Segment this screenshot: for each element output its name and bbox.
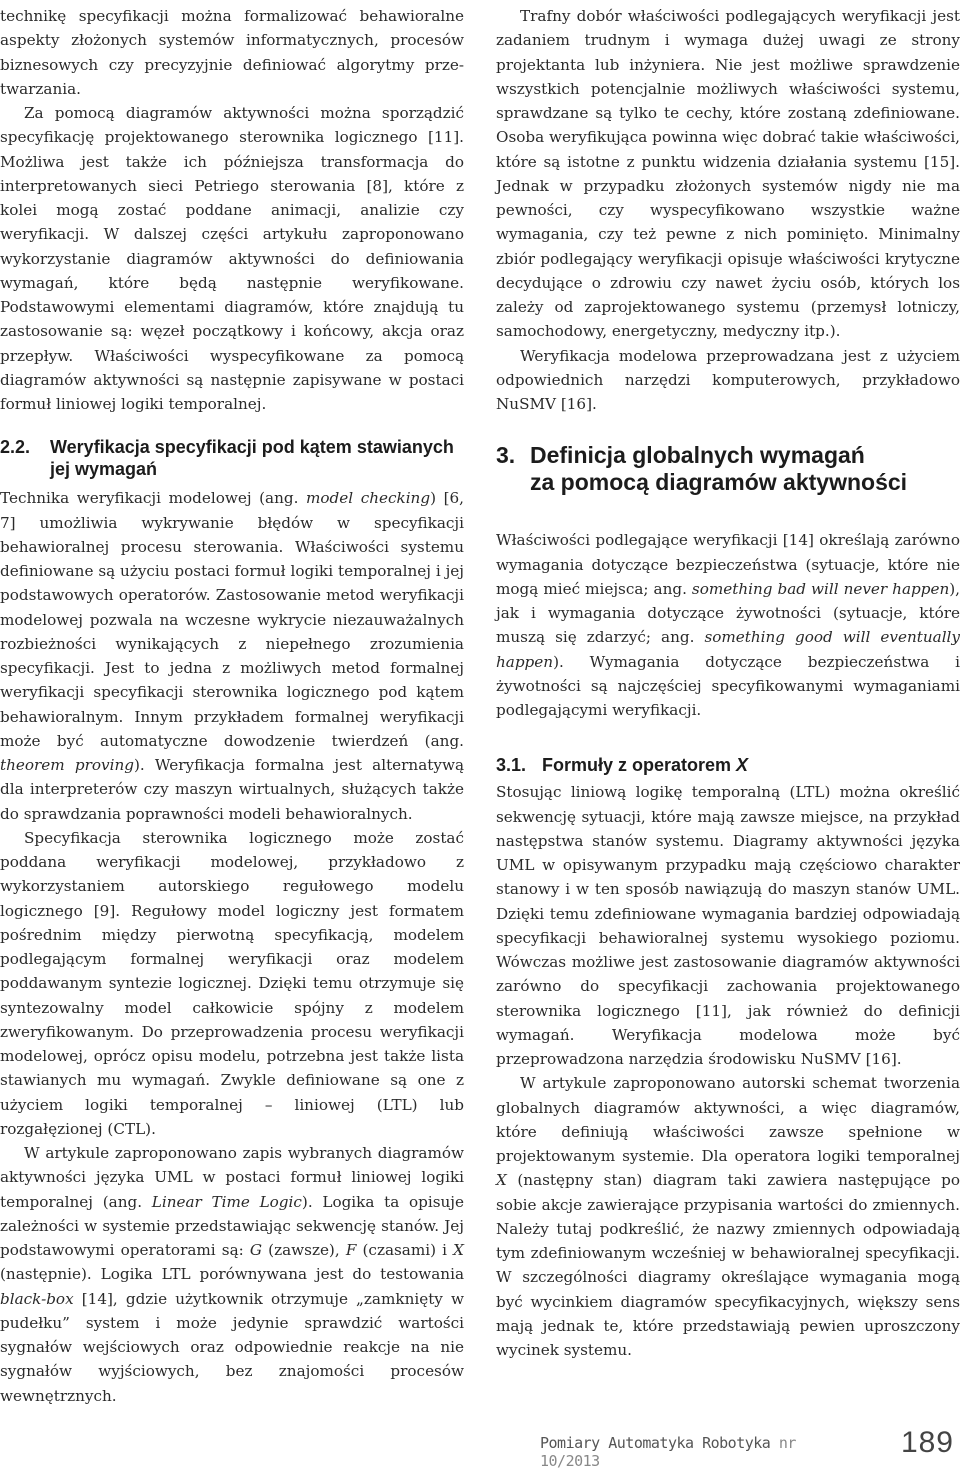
section-heading-3: [496, 442, 960, 496]
left-column: [0, 4, 464, 1408]
section-number: 3.1.: [496, 755, 527, 776]
paragraph: Weryfikacja modelowa przeprowadzana jest z użyciem odpowiednich narzędzi komputerowych, przykładowo NuSMV [16].: [496, 346, 960, 413]
page-footer: [540, 1426, 960, 1470]
paragraph: technikę specyfikacji można formalizować behawioralne aspekty złożonych systemów informatycznych, procesów biznesowych czy precyzyjnie definiować algorytmy przetwarzania.: [0, 7, 464, 98]
section-heading-3-1: [496, 754, 960, 776]
section-title: Formuły z operatorem: [542, 755, 737, 776]
page-number: 189: [900, 1426, 954, 1459]
paragraph: W artykule zaproponowano autorski schemat tworzenia globalnych diagramów aktywności, a więc diagramów, które definiują właściwości zawsze spełnione w projektowanym systemie. Dla operatora logiki temporalnej X (następny stan) diagram taki zawiera następujące po sobie akcje zawierające przypisania wartości do zmiennych. Należy tutaj podkreślić, że nazwy zmiennych odpowiadają tym zdefiniowanym wcześniej w behawioralnej specyfikacji. W szczególności diagramy określające wymagania mogą być wycinkiem diagramów specyfikacyjnych, większy sens mają jednak te, które przedstawiają pewien uproszczony wycinek systemu.: [496, 1074, 960, 1359]
section-title: Weryfikacja specyfikacji pod kątem stawianych jej wymagań: [50, 437, 454, 480]
paragraph: Technika weryfikacji modelowej (ang. model checking) [6, 7] umożliwia wykrywanie błędów w specyfikacji behawioralnej procesu sterowania. Właściwości systemu definiowane są użyciu postaci formuł logiki temporalnej i jej podstawowych operatorów. Zastosowanie metod weryfikacji modelowej pozwala na wczesne wykrycie niezauważalnych rozbieżności wynikających z niepełnego zrozumienia specyfikacji. Jest to jedna z możliwych metod formalnej weryfikacji specyfikacji sterownika logicznego pod kątem behawioralnym. Innym przykładem formalnej weryfikacji może być automatyczne dowodzenie twierdzeń (ang. theorem proving). Weryfikacja formalna jest alternatywą dla interpreterów czy maszyn wirtualnych, służących także do sprawdzania poprawności modeli behawioralnych.: [0, 489, 465, 823]
paragraph: W artykule zaproponowano zapis wybranych diagramów aktywności języka UML w postaci formuł liniowej logiki temporalnej (ang. Linear Time Logic). Logika ta opisuje zależności w systemie przedstawiając sekwencję stanów. Jej podstawowymi operatorami są: G (zawsze), F (czasami) i X (następnie). Logika LTL porównywana jest do testowania black-box [14], gdzie użytkownik otrzymuje „zamknięty w pudełku” system i może jedynie sprawdzić wartości sygnałów wejściowych oraz odpowiednie reakcje na nie sygnałów wyjściowych, bez znajomości procesów wewnętrznych.: [0, 1144, 464, 1405]
section-number: 3.: [496, 442, 516, 469]
paragraph: Za pomocą diagramów aktywności można sporządzić specyfikację projektowanego sterownika logicznego [11]. Możliwa jest także ich późniejsza transformacja do interpretowanych sieci Petriego sterowania [8], które z kolei mogą zostać poddane animacji, analizie czy weryfikacji. W dalszej części artykułu zaproponowano wykorzystanie diagramów aktywności do definiowania wymagań, które będą następnie weryfikowane. Podstawowymi elementami diagramów, które znajdują tu zastosowanie są: węzeł początkowy i końcowy, akcja oraz przepływ. Właściwości wyspecyfikowane za pomocą diagramów aktywności są następnie zapisywane w postaci formuł liniowej logiki temporalnej.: [0, 104, 464, 413]
issue-number: nr 10/2013: [540, 1434, 796, 1470]
section-title: Definicja globalnych wymagań za pomocą diagramów aktywności: [530, 442, 908, 496]
section-heading-2-2: [0, 436, 464, 480]
section-number: 2.2.: [0, 437, 31, 458]
paragraph: Stosując liniową logikę temporalną (LTL) można określić sekwencję sytuacji, które mają zawsze miejsce, na przykład następstwa stanów systemu. Diagramy aktywności języka UML w opisywanym przypadku mają częściowo charakter stanowy i w ten sposób nawiązują do maszyn stanów UML. Dzięki temu zdefiniowane wymagania bardziej odpowiadają specyfikacji behawioralnej systemu wysokiego poziomu. Wówczas możliwe jest zastosowanie diagramów aktywności zarówno do specyfikacji zachowania projektowanego sterownika logicznego [11], jak również do definicji wymagań. Weryfikacja modelowa może być przeprowadzona narzędzia środowisku NuSMV [16].: [496, 783, 960, 1068]
paragraph: Trafny dobór właściwości podlegających weryfikacji jest zadaniem trudnym i wymaga dużej uwagi ze strony projektanta lub inżyniera. Nie jest możliwe sprawdzenie wszystkich potencjalnie możliwych właściwości systemu, sprawdzane są tylko te cechy, które zostaną zdefiniowane. Osoba weryfikująca powinna więc dobrać takie właściwości, które są istotne z punktu widzenia działania systemu [15]. Jednak w przypadku złożonych systemów nigdy nie ma pewności, czy wyspecyfikowano wszystkie ważne wymagania, czy też pewne z nich pominięto. Minimalny zbiór podlegający weryfikacji opisuje właściwości krytyczne decydujące o zdrowiu czy nawet życiu osób, których los zależy od zaprojektowanego systemu (przemysł lotniczy, samochodowy, energetyczny, medyczny itp.).: [496, 7, 960, 341]
right-column: [496, 4, 960, 1362]
section-title-operator: X: [736, 755, 749, 776]
journal-name: Pomiary Automatyka Robotyka nr 10/2013: [540, 1434, 796, 1470]
paragraph: Specyfikacja sterownika logicznego może zostać poddana weryfikacji modelowej, przykładowo z wykorzystaniem autorskiego regułowego modelu logicznego [9]. Regułowy model logiczny jest formatem pośrednim między pierwotną specyfikacją, modelem podlegającym formalnej weryfikacji oraz modelem poddawanym syntezie logicznej. Dzięki temu otrzymuje się syntezowalny model całkowicie spójny z modelem zweryfikowanym. Do przeprowadzenia procesu weryfikacji modelowej, oprócz opisu modelu, potrzebna jest także lista stawianych mu wymagań. Zwykle definiowane są one z użyciem logiki temporalnej – liniowej (LTL) lub rozgałęzionej (CTL).: [0, 828, 464, 1138]
paragraph: Właściwości podlegające weryfikacji [14] określają zarówno wymagania dotyczące bezpieczeństwa (sytuacje, które nie mogą mieć miejsca; ang. something bad will never happen), jak i wymagania dotyczące żywotności (sytuacje, które muszą się zdarzyć; ang. something good will eventually happen). Wymagania dotyczące bezpieczeństwa i żywotności są najczęściej specyfikowanymi wymaganiami podlegającymi weryfikacji.: [496, 531, 960, 719]
